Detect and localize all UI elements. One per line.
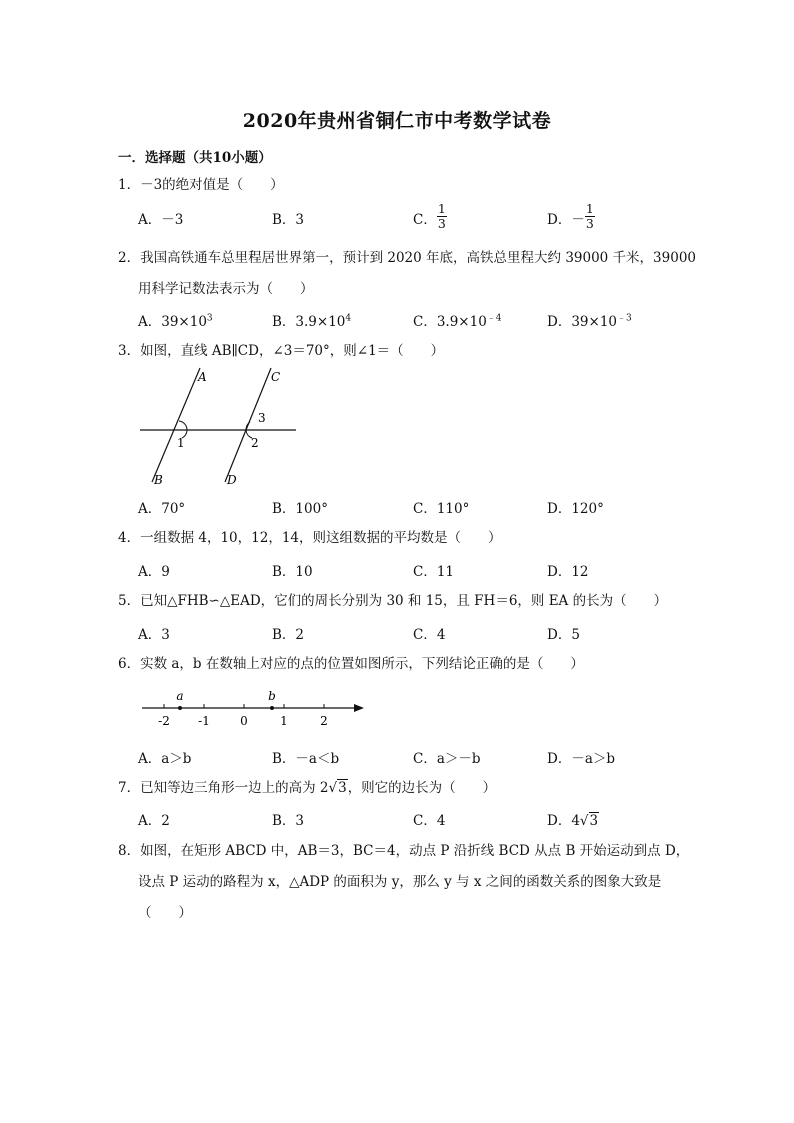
label-3: 3 bbox=[258, 411, 266, 425]
point-label-a: a bbox=[176, 689, 184, 703]
option-c: C．11 bbox=[413, 564, 455, 580]
option-c: C．110° bbox=[413, 501, 470, 517]
question-7-stem: 7．已知等边三角形一边上的高为 2√3，则它的边长为（ ） bbox=[118, 780, 497, 796]
option-d: D．－ $\frac{1}{3}$ bbox=[547, 201, 594, 231]
question-2-stem-line-2: 用科学记数法表示为（ ） bbox=[138, 281, 314, 297]
label-c: C bbox=[271, 370, 281, 384]
axis-tick-label: -1 bbox=[198, 714, 210, 728]
label-2: 2 bbox=[251, 436, 259, 450]
option-a: A．70° bbox=[138, 501, 186, 517]
option-c: C． $\frac{1}{3}$ bbox=[413, 201, 446, 231]
option-c: C．a＞－b bbox=[413, 751, 481, 767]
section-heading: 一．选择题（共10小题） bbox=[118, 150, 272, 166]
axis-tick-label: -2 bbox=[158, 714, 170, 728]
option-a: A．－3 bbox=[138, 212, 184, 228]
option-b: B．2 bbox=[272, 627, 305, 643]
option-d: D．－a＞b bbox=[547, 751, 616, 767]
question-3-options bbox=[138, 497, 678, 517]
question-2-stem-line-1: 2．我国高铁通车总里程居世界第一，预计到 2020 年底，高铁总里程大约 39000 千米，39000 bbox=[118, 250, 697, 266]
option-b: B．$3.9\times 10^4$ bbox=[272, 313, 352, 330]
question-5-stem: 5．已知△FHB∽△EAD，它们的周长分别为 30 和 15，且 FH＝6，则 EA 的长为（ ） bbox=[118, 593, 668, 609]
question-5-options bbox=[138, 623, 678, 643]
option-b: B．－a＜b bbox=[272, 751, 340, 767]
question-4-stem: 4．一组数据 4，10，12，14，则这组数据的平均数是（ ） bbox=[118, 530, 502, 546]
question-8-stem-line-1: 8．如图，在矩形 ABCD 中，AB＝3，BC＝4，动点 P 沿折线 BCD 从点 B 开始运动到点 D， bbox=[118, 843, 690, 859]
question-6-options bbox=[138, 747, 678, 767]
page-title: 2020年贵州省铜仁市中考数学试卷 bbox=[242, 110, 552, 132]
axis-tick-label: 2 bbox=[320, 714, 328, 728]
option-d: D．4√3 bbox=[547, 813, 599, 829]
option-d: D．12 bbox=[547, 564, 589, 580]
line-ab bbox=[152, 368, 200, 482]
option-c: C．$3.9\times 10^{﹣4}$ bbox=[413, 313, 502, 330]
point-a bbox=[178, 706, 182, 710]
point-label-b: b bbox=[268, 689, 276, 703]
label-d: D bbox=[227, 473, 237, 487]
option-d: D．120° bbox=[547, 501, 604, 517]
number-line-figure bbox=[138, 686, 370, 728]
line-cd bbox=[225, 368, 271, 482]
question-3-stem: 3．如图，直线 AB∥CD，∠3＝70°，则∠1＝（ ） bbox=[118, 343, 445, 359]
option-b: B．3 bbox=[272, 212, 305, 228]
question-1-options bbox=[138, 201, 678, 231]
question-4-options bbox=[138, 560, 678, 580]
option-b: B．100° bbox=[272, 501, 328, 517]
question-7-options bbox=[138, 809, 678, 829]
option-a: A．$39\times 10^3$ bbox=[138, 313, 213, 330]
option-a: A．a＞b bbox=[138, 751, 192, 767]
option-a: A．9 bbox=[138, 564, 170, 580]
question-8-stem-line-3: （ ） bbox=[138, 905, 192, 921]
label-b: B bbox=[154, 473, 163, 487]
option-d: D．5 bbox=[547, 627, 580, 643]
axis-tick-label: 1 bbox=[280, 714, 288, 728]
question-6-stem: 6．实数 a，b 在数轴上对应的点的位置如图所示，下列结论正确的是（ ） bbox=[118, 656, 584, 672]
option-b: B．3 bbox=[272, 813, 305, 829]
axis-arrow-icon bbox=[354, 704, 364, 712]
question-2-options bbox=[138, 310, 678, 330]
option-a: A．3 bbox=[138, 627, 170, 643]
question-8-stem-line-2: 设点 P 运动的路程为 x，△ADP 的面积为 y，那么 y 与 x 之间的函数关系的图象大致是 bbox=[138, 874, 662, 890]
option-c: C．4 bbox=[413, 813, 446, 829]
axis-tick-label: 0 bbox=[240, 714, 248, 728]
label-1: 1 bbox=[177, 436, 185, 450]
option-a: A．2 bbox=[138, 813, 170, 829]
question-1-stem: 1．－3的绝对值是（ ） bbox=[118, 177, 284, 193]
label-a: A bbox=[198, 370, 207, 384]
option-c: C．4 bbox=[413, 627, 446, 643]
option-d: D．$39\times 10^{﹣3}$ bbox=[547, 313, 632, 330]
parallel-lines-figure bbox=[138, 364, 303, 490]
point-b bbox=[270, 706, 274, 710]
option-b: B．10 bbox=[272, 564, 313, 580]
